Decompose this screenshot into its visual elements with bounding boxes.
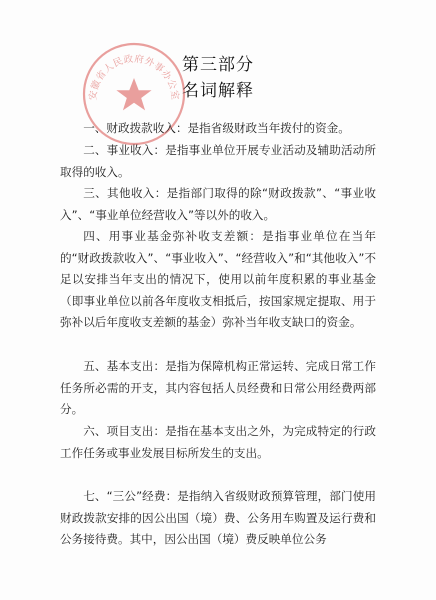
paragraph-fiscal-appropriation-income: 一、财政拨款收入：是指省级财政当年拨付的资金。 [83,121,350,135]
paragraph-business-fund-offset: 四、用事业基金弥补收支差额：是指事业单位在当年的“财政拨款收入”、“事业收入”、“经营收入”和“其他收入”不足以安排当年支出的情况下，使用以前年度积累的事业基金（即事业单位以前各年度收支相抵后，按国家规定提取、用于弥补以后年度收支差额的基金）弥补当年收支缺口的资金。 [60,229,376,329]
section-title: 第三部分 [182,55,254,75]
seal-text: 安徽省人民政府外事办公室 [87,53,181,101]
section-subtitle: 名词解释 [182,81,254,101]
paragraph-basic-expenditure: 五、基本支出：是指为保障机构正常运转、完成日常工作任务所必需的开支，其内容包括人员经费和日常公用经费两部分。 [60,359,376,416]
paragraph-business-income: 二、事业收入：是指事业单位开展专业活动及辅助活动所取得的收入。 [60,143,376,179]
paragraph-three-public-expenses: 七、“三公”经费：是指纳入省级财政预算管理，部门使用财政拨款安排的因公出国（境）费、公务用车购置及运行费和公务接待费。其中，因公出国（境）费反映单位公务 [60,489,376,546]
paragraph-project-expenditure: 六、项目支出：是指在基本支出之外，为完成特定的行政工作任务或事业发展目标所发生的支出。 [60,424,376,460]
paragraph-other-income: 三、其他收入：是指部门取得的除“财政拨款”、“事业收入”、“事业单位经营收入”等以外的收入。 [60,186,376,222]
